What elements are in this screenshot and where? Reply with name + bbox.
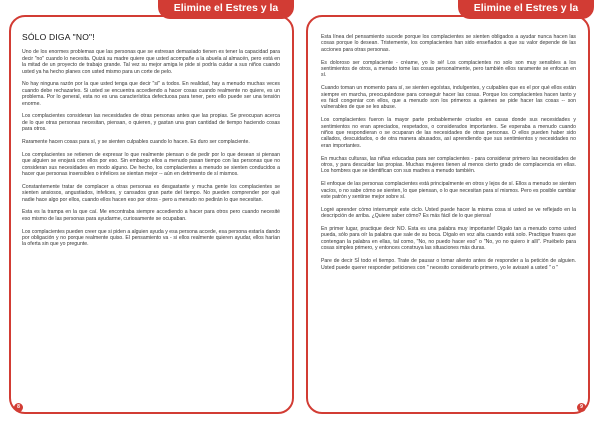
paragraph: Cuando toman un momento para sí, se sienten egoístas, indulgentes, y culpables que es el por qué ellos están siempre en marcha, preocupándose para conseguir hacer las cosas. Porque los complacientes hacen tanto y es fácil congeniar con ellos, que a menudo son los primeros a quienes se pide hacer las cosas -- son vulnerables de que se les abuse. [321, 85, 576, 111]
page-number: 9 [577, 403, 586, 412]
paragraph: Raramente hacen cosas para sí, y se sienten culpables cuando lo hacen. Es duro ser complaciente. [22, 139, 250, 146]
paragraph: Los complacientes fueron la mayor parte probablemente criados en casas donde sus necesidades y sentimientos no eran apreciados, respetados, o considerados importantes. Se esperaba a menudo cuando niños que respondieran o se ocuparan de las necesidades de otras personas. O ellos pueden haber sido callados, descuidados, o de otra manera abusados, así aprendiendo que sus sentimientos y necesidades no eran importantes. [321, 117, 576, 149]
paragraph: Logré aprender cómo interrumpir este ciclo. Usted puede hacer la misma cosa si usted se ve reflejado en la descripción de arriba. ¿Quiere saber cómo? Es más fácil de lo que piensa! [321, 206, 576, 220]
left-page-content [22, 34, 280, 254]
page-number: 8 [14, 403, 23, 412]
paragraph: Es doloroso ser complaciente - créame, yo lo sé! Los complacientes no solo son muy sensibles a los sentimientos de otros, a menudo tome las cosas personalmente, pero también ellos raramente se enfocan en sí. [321, 59, 576, 79]
paragraph: Esta línea del pensamiento sucede porque los complacientes se sienten obligados a ayudar nunca hacen las cosas porque lo desean. Tristemente, los complacientes han sido enseñados a que su valor depende de las acciones para otras personas. [321, 34, 576, 53]
paragraph: Los complacientes se retienen de expresar lo que realmente piensan o de pedir por lo que desean si piensan que alguien se enojará con ellos por eso. Sin embargo ellos a menudo pasan tiempo con las personas que no consideran sus necesidades en modo alguno. De hecho, los complacientes a menudo se sienten conducidos a hacer que personas insensibles o infelices se sientan mejor -- aún en detrimento de sí mismos. [22, 151, 280, 178]
header-title-tab: Elimine el Estres y la Ansiedad [158, 0, 294, 19]
paragraph: Pare de decir SÍ todo el tiempo. Trate de pausar o tomar aliento antes de responder a la petición de alguien. Usted puede querer responder peticiones con " necesito considerarlo primero, yo le avisaré a usted " o " [321, 258, 576, 271]
paragraph: En primer lugar, practique decir NO. Esta es una palabra muy importante! Dígalo tan a menudo como usted pueda, sólo para oír la palabra que sale de su boca. Dígalo en voz alta cuando está solo. Practique frases que contengan la palabra en ellas, tal como, "No, no puedo hacer eso" o "No, yo no quiero ir allí". Pruébelo para cosas simples primero, y entonces construya las situaciones más duras. [321, 226, 576, 252]
paragraph: Uno de los enormes problemas que las personas que se estresan demasiado tienen es tener la capacidad para decir "no" cuando lo necesita. Quizá su madre quiere que usted acompañe a la abuela al almacén, pero está en la mitad de un proyecto de trabajo grande. Tal vez su mejor amiga le pide si podría cuidar a sus niños cuando usted ya ha hecho planes con usted mismo para un corte de pelo. [22, 49, 280, 75]
paragraph: Los complacientes consideran las necesidades de otras personas antes que las propias. Se preocupan acerca de lo que otras personas necesitan, piensan, o quieren, y gastan una gran cantidad de tiempo haciendo cosas para otros. [22, 113, 280, 133]
paragraph: Los complacientes pueden creer que si piden a alguien ayuda y esa persona accede, esa persona estaría dando por obligación y no porque realmente quiso. El pensamiento va - si ellos realmente quieren ayudar, ellos harían la oferta sin que yo pregunte. [22, 228, 280, 248]
paragraph: Esta es la trampa en la que caí. Me encontraba siempre accediendo a hacer para otros pero cuando necesité eso mismo de las personas para ayudarme, curiosamente se ocupaban. [22, 209, 280, 222]
section-heading: SÓLO DIGA "NO"! [22, 32, 95, 42]
paragraph: Constantemente tratar de complacer a otras personas es desgastante y mucha gente los complacientes se sienten ansiosos, angustiados, infelices, y cansados gran parte del tiempo. No pueden comprender por qué nadie hace algo por ellos, cuando ellos hacen eso por otros - pero a menudo no pedirán lo que necesitan. [22, 183, 280, 203]
paragraph: No hay ninguna razón por la que usted tenga que decir "sí" a todos. En realidad, hay a menudo muchas veces cuando debe rechazarles. Si usted se encuentra accediendo a hacer cosas cuando realmente no quiere, es un problema. Por lo general, esta no es una característica defectuosa para tener, pero ello puede ser una tensión enorme. [22, 81, 280, 107]
right-page-content [321, 34, 576, 277]
paragraph: El enfoque de las personas complacientes está principalmente en otros y lejos de sí. Ellos a menudo se sienten vacíos, o no sabe cómo se sienten, lo que piensan, o lo que necesitan para sí mismos. Pero es posible cambiar este patrón y sentirse mejor sobre sí. [321, 181, 576, 201]
paragraph: En muchas culturas, las niñas educadas para ser complacientes - para considerar primero las necesidades de otros, y para descuidar las propias. Muchas mujeres tienen al menos cierto grado de complacencia en ellas. Los hombres que se identifican con sus madres a menudo también. [321, 155, 576, 175]
right-page [300, 0, 600, 424]
header-title-tab: Elimine el Estres y la Ansiedad [458, 0, 594, 19]
